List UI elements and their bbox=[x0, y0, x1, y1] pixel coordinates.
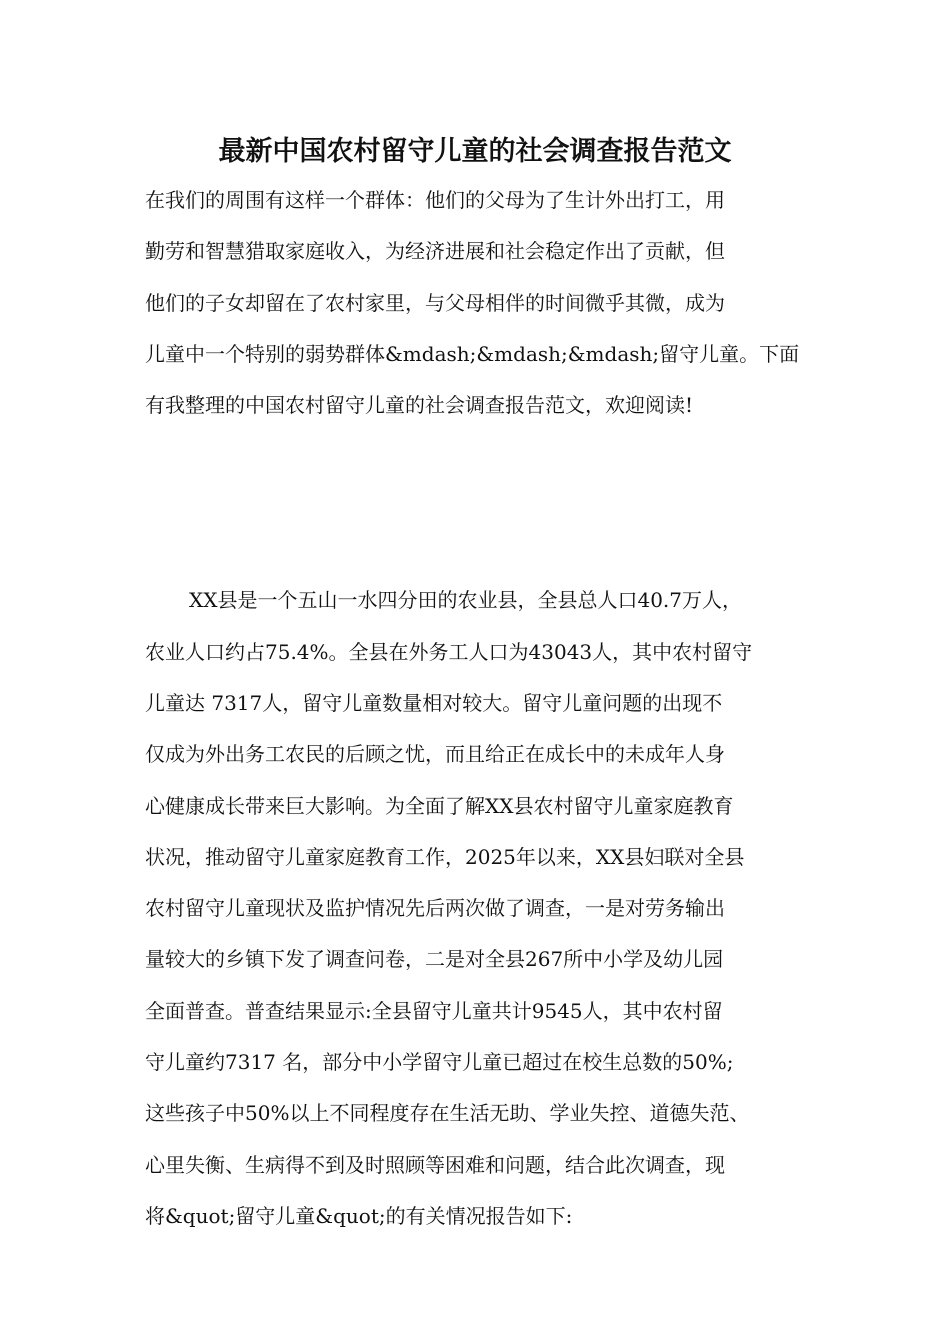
intro-line-2: 勤劳和智慧猎取家庭收入，为经济进展和社会稳定作出了贡献，但 bbox=[145, 239, 725, 263]
body-line-10: 守儿童约7317 名，部分中小学留守儿童已超过在校生总数的50%; bbox=[145, 1050, 734, 1074]
body-line-9: 全面普查。普查结果显示:全县留守儿童共计9545人，其中农村留 bbox=[145, 999, 723, 1023]
document-title: 最新中国农村留守儿童的社会调查报告范文 bbox=[218, 136, 732, 167]
body-line-11: 这些孩子中50%以上不同程度存在生活无助、学业失控、道德失范、 bbox=[145, 1101, 750, 1125]
body-line-4: 仅成为外出务工农民的后顾之忧，而且给正在成长中的未成年人身 bbox=[145, 742, 725, 766]
body-line-8: 量较大的乡镇下发了调查问卷，二是对全县267所中小学及幼儿园 bbox=[145, 947, 724, 971]
body-line-1: XX县是一个五山一水四分田的农业县，全县总人口40.7万人， bbox=[189, 588, 743, 612]
body-line-3: 儿童达 7317人，留守儿童数量相对较大。留守儿童问题的出现不 bbox=[145, 691, 723, 715]
body-line-5: 心健康成长带来巨大影响。为全面了解XX县农村留守儿童家庭教育 bbox=[145, 794, 734, 818]
body-line-7: 农村留守儿童现状及监护情况先后两次做了调查，一是对劳务输出 bbox=[145, 896, 725, 920]
intro-line-3: 他们的子女却留在了农村家里，与父母相伴的时间微乎其微，成为 bbox=[145, 291, 725, 315]
intro-line-4: 儿童中一个特别的弱势群体&mdash;&mdash;&mdash;留守儿童。下面 bbox=[145, 342, 800, 366]
body-line-6: 状况，推动留守儿童家庭教育工作，2025年以来，XX县妇联对全县 bbox=[145, 845, 745, 869]
body-line-12: 心里失衡、生病得不到及时照顾等困难和问题，结合此次调查，现 bbox=[145, 1153, 725, 1177]
body-line-2: 农业人口约占75.4%。全县在外务工人口为43043人，其中农村留守 bbox=[145, 640, 753, 664]
intro-line-1: 在我们的周围有这样一个群体：他们的父母为了生计外出打工，用 bbox=[145, 188, 725, 212]
intro-line-5: 有我整理的中国农村留守儿童的社会调查报告范文，欢迎阅读! bbox=[145, 393, 694, 417]
body-line-13: 将&quot;留守儿童&quot;的有关情况报告如下: bbox=[145, 1204, 573, 1228]
